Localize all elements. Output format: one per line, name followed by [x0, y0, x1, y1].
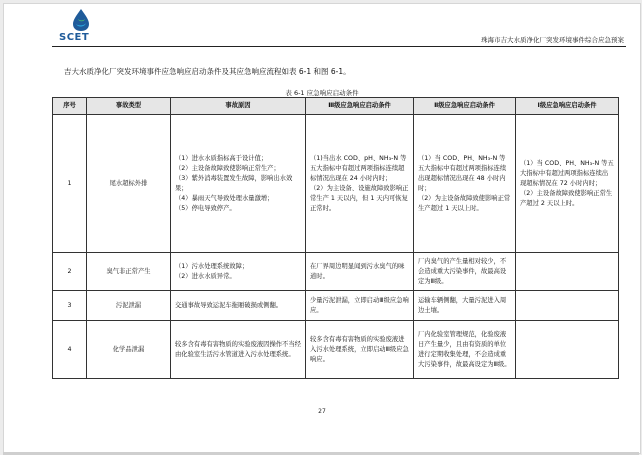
cell-type: 尾水超标外排: [87, 115, 171, 253]
cell-no: 4: [53, 321, 87, 379]
page-header: [52, 8, 626, 47]
cell-cause-line: （2）进水水质异常。: [175, 272, 236, 280]
table-row: [53, 115, 619, 253]
cell-level3: [306, 115, 414, 253]
document-title: 珠海市吉大水质净化厂突发环境事件综合应急预案: [481, 36, 624, 44]
cell-cause: [171, 291, 306, 321]
cell-type: 污泥泄漏: [87, 291, 171, 321]
cell-no: 1: [53, 115, 87, 253]
cell-cause: [171, 115, 306, 253]
cell-level1-line: （1）当 COD、PH、NH₃-N 等五大指标中有超过两项指标连续出现超标情况在 72 小时内时；: [520, 159, 614, 187]
table-row: [53, 291, 619, 321]
cell-no: 3: [53, 291, 87, 321]
cell-level2-line: 厂内臭气的产生量相对较少，不会造成重大污染事件，故最高设定为Ⅲ级。: [418, 257, 507, 285]
cell-level3-line: 在厂界周边明显闻到污水臭气的味道时。: [310, 262, 405, 280]
cell-level3-line: 少量污泥泄漏，立即启动Ⅲ级应急响应。: [310, 296, 409, 314]
cell-cause-line: 交通事故导致运泥车拖厢破损或侧翻。: [175, 301, 283, 309]
cell-cause: [171, 321, 306, 379]
cell-cause-line: （4）暴雨天气导致处理水量激增；: [175, 194, 274, 202]
header-type: 事故类型: [87, 98, 171, 115]
cell-level1: [516, 291, 619, 321]
cell-level3-line: （1)当出水 COD、pH、NH₃-N 等五大指标中有超过两项指标连续超标情况出现在 24 小时内时；: [310, 154, 407, 182]
cell-level1: [516, 321, 619, 379]
cell-level3: [306, 253, 414, 291]
cell-level2-line: （1）当 COD、PH、NH₃-N 等五大指标中有超过两项指标连续出现超标情况出现在 48 小时内时；: [418, 154, 507, 192]
cell-cause-line: （2）主设备故障致使影响正常生产；: [175, 164, 280, 172]
table-row: [53, 321, 619, 379]
cell-level1: [516, 253, 619, 291]
cell-level2: [414, 291, 516, 321]
page-number: 27: [318, 408, 326, 415]
cell-type: 化学品泄漏: [87, 321, 171, 379]
cell-level2: [414, 321, 516, 379]
header-cause: 事故原因: [171, 98, 306, 115]
intro-paragraph: 吉大水质净化厂突发环境事件应急响应启动条件及其应急响应流程如表 6-1 和图 6-1。: [64, 67, 351, 76]
table-caption: 表 6-1 应急响应启动条件: [285, 89, 359, 97]
cell-cause-line: （1）进水水质指标高于设计值；: [175, 154, 268, 162]
logo-text: SCET: [59, 32, 90, 43]
cell-level2: [414, 253, 516, 291]
cell-cause-line: 较多含有毒有害物质的实验废液因操作不当经由化验室生活污水管道进入污水处理系统。: [175, 340, 301, 358]
document-page: [3, 3, 641, 454]
cell-no: 2: [53, 253, 87, 291]
cell-level2-line: （2）为主设备故障致使影响正常生产超过 1 天以上时。: [418, 194, 511, 212]
cell-level1-line: （2）主设备故障致使影响正常生产超过 2 天以上时。: [520, 189, 613, 207]
cell-level3-line: 较多含有毒有害物质的实验废液进入污水处理系统，立即启动Ⅲ级应急响应。: [310, 335, 409, 363]
cell-cause-line: （1）污水处理系统故障；: [175, 262, 249, 270]
header-level1: Ⅰ级应急响应启动条件: [516, 98, 619, 115]
cell-level3: [306, 321, 414, 379]
cell-cause-line: （3）紫外消毒装置发生故障，影响出水效果；: [175, 174, 293, 192]
cell-level2-line: 厂内化验室管理规范，化验废液日产生量少，且由有资质的单位进行定期收集处理，不会造成重大污染事件，故最高设定为Ⅲ级。: [418, 330, 511, 368]
company-logo: [52, 8, 112, 46]
table-body: [53, 115, 619, 379]
cell-level3: [306, 291, 414, 321]
cell-cause-line: （5）停电导致停产。: [175, 204, 236, 212]
cell-level3-line: （2）为主设备、设施故障致影响正常生产 1 天以内，但 1 天内可恢复正常时。: [310, 184, 409, 212]
cell-level1: [516, 115, 619, 253]
table-row: [53, 253, 619, 291]
cell-cause: [171, 253, 306, 291]
header-no: 序号: [53, 98, 87, 115]
water-drop-logo-icon: [70, 8, 92, 32]
cell-level2-line: 运输车辆侧翻，大量污泥进入周边土壤。: [418, 296, 507, 314]
cell-type: 臭气非正常产生: [87, 253, 171, 291]
header-level3: Ⅲ级应急响应启动条件: [306, 98, 414, 115]
table-header-row: [53, 98, 619, 115]
cell-level2: [414, 115, 516, 253]
response-conditions-table: [52, 97, 619, 379]
header-level2: Ⅱ级应急响应启动条件: [414, 98, 516, 115]
